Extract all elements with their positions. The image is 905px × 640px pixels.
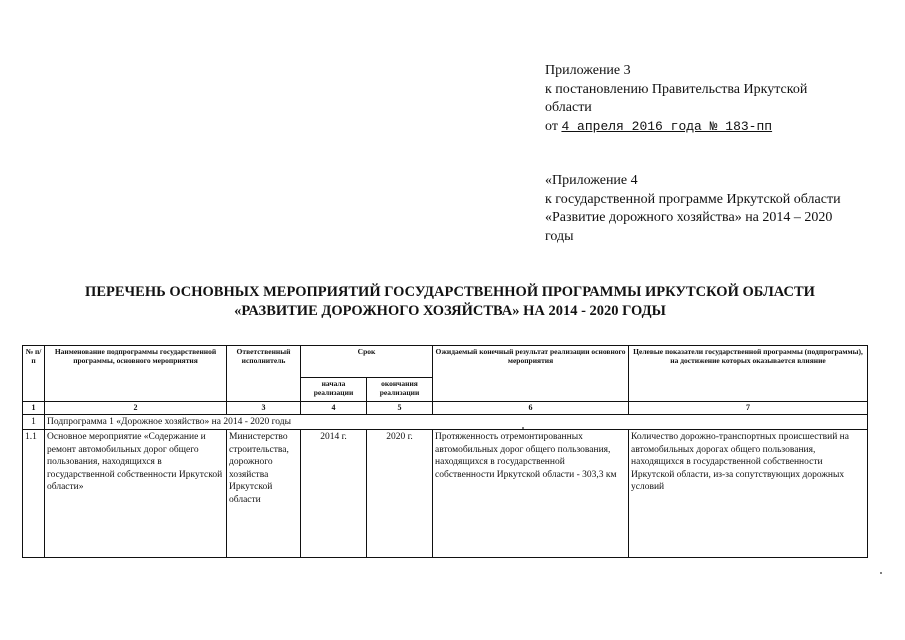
table-row <box>23 430 868 558</box>
title-line2: «РАЗВИТИЕ ДОРОЖНОГО ХОЗЯЙСТВА» НА 2014 - 2020 ГОДЫ <box>234 303 666 319</box>
row-indicators: Количество дорожно-транспортных происшествий на автомобильных дорогах общего пользования, находящихся в государственной собственности Иркутской области, из-за сопутствующих дорожных условий <box>629 430 868 558</box>
document-title <box>40 283 860 321</box>
appendix-3-line3: области <box>545 100 592 115</box>
column-numbers-row <box>23 402 868 415</box>
scan-speck <box>522 427 524 429</box>
header-row-1 <box>23 346 868 378</box>
row-start: 2014 г. <box>301 430 367 558</box>
appendix-4-block <box>545 172 875 246</box>
header-indicators: Целевые показатели государственной программы (подпрограммы), на достижение которых оказывается влияние <box>629 346 868 402</box>
appendix-4-line2: к государственной программе Иркутской области <box>545 191 841 207</box>
header-term: Срок <box>301 346 433 378</box>
col-number: 6 <box>433 402 629 415</box>
header-executor: Ответственный исполнитель <box>227 346 301 402</box>
measures-table <box>22 345 868 558</box>
date-prefix: от <box>545 118 558 134</box>
scan-speck <box>880 572 882 574</box>
appendix-3-line2: к постановлению Правительства Иркутской <box>545 81 808 97</box>
appendix-3-block <box>545 62 875 136</box>
col-number: 2 <box>45 402 227 415</box>
col-number: 3 <box>227 402 301 415</box>
appendix-3-line1: Приложение 3 <box>545 63 631 78</box>
header-end: окончания реализации <box>367 378 433 402</box>
col-number: 7 <box>629 402 868 415</box>
appendix-3-date <box>545 118 875 137</box>
subprogram-row <box>23 415 868 430</box>
row-name: Основное мероприятие «Содержание и ремонт автомобильных дорог общего пользования, находящихся в государственной собственности Иркутской области» <box>45 430 227 558</box>
date-value: 4 апреля 2016 года № 183-пп <box>561 118 773 134</box>
header-start: начала реализации <box>301 378 367 402</box>
row-end: 2020 г. <box>367 430 433 558</box>
title-line1: ПЕРЕЧЕНЬ ОСНОВНЫХ МЕРОПРИЯТИЙ ГОСУДАРСТВЕННОЙ ПРОГРАММЫ ИРКУТСКОЙ ОБЛАСТИ <box>85 284 815 300</box>
header-name: Наименование подпрограммы государственной программы, основного мероприятия <box>45 346 227 402</box>
subprogram-title: Подпрограмма 1 «Дорожное хозяйство» на 2014 - 2020 годы <box>45 415 868 430</box>
appendix-4-line1: «Приложение 4 <box>545 173 638 188</box>
col-number: 5 <box>367 402 433 415</box>
subprogram-num: 1 <box>23 415 45 430</box>
header-num: № п/п <box>23 346 45 402</box>
row-num: 1.1 <box>23 430 45 558</box>
appendix-4-line4: годы <box>545 228 574 244</box>
col-number: 4 <box>301 402 367 415</box>
header-result: Ожидаемый конечный результат реализации основного мероприятия <box>433 346 629 402</box>
appendix-4-line3: «Развитие дорожного хозяйства» на 2014 – 2020 <box>545 210 833 225</box>
row-result: Протяженность отремонтированных автомобильных дорог общего пользования, находящихся в государственной собственности Иркутской области - 303,3 км <box>433 430 629 558</box>
row-executor: Министерство строительства, дорожного хозяйства Иркутской области <box>227 430 301 558</box>
col-number: 1 <box>23 402 45 415</box>
